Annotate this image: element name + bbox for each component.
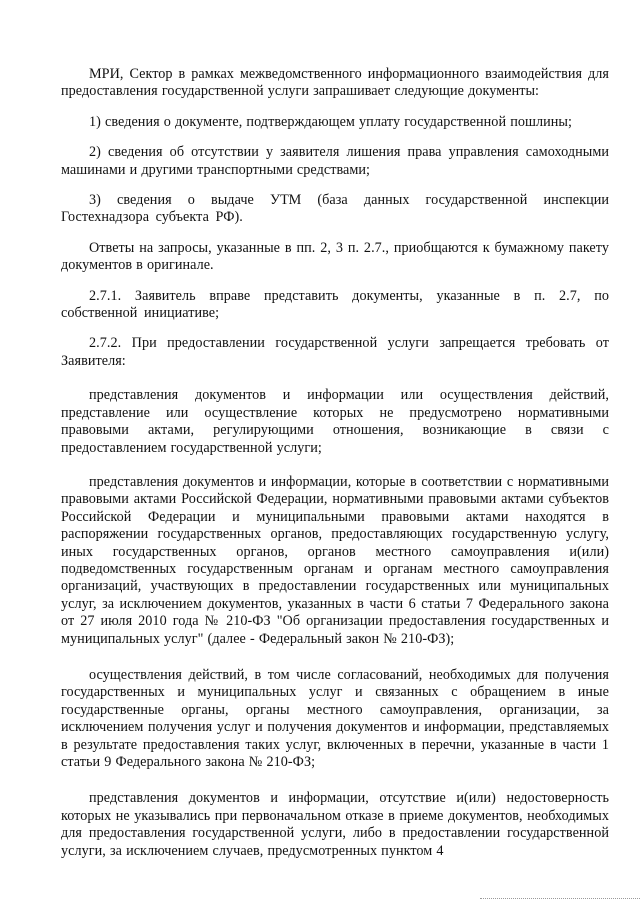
paragraph-prohibition-2: представления документов и информации, которые в соответствии с нормативными правовыми актами Российской Федерации, нормативными правовыми актами субъектов Российской Федерации и муниципальными правовыми актами находятся в распоряжении государственных органов, предоставляющих государственную услугу, иных государственных органов, органов местного самоуправления и(или) подведомственных государственным органам и органам местного самоуправления организаций, участвующих в предоставлении государственных или муниципальных услуг, за исключением документов, указанных в части 6 статьи 7 Федерального закона от 27 июля 2010 года № 210-ФЗ "Об организации предоставления государственных и муниципальных услуг" (далее - Федеральный закон № 210-ФЗ); [61,473,609,647]
document-body [61,66,609,873]
paragraph-2-7-1: 2.7.1. Заявитель вправе представить документы, указанные в п. 2.7, по собственной инициативе; [61,287,609,322]
paragraph-responses: Ответы на запросы, указанные в пп. 2, 3 п. 2.7., приобщаются к бумажному пакету документов в оригинале. [61,239,609,274]
paragraph-prohibition-3: осуществления действий, в том числе согласований, необходимых для получения государственных и муниципальных услуг и связанных с обращением в иные государственные органы, органы местного самоуправления, организации, за исключением получения услуг и получения документов и информации, представляемых в результате предоставления таких услуг, включенных в перечни, указанные в части 1 статьи 9 Федерального закона № 210-ФЗ; [61,666,609,770]
paragraph-2-7-2: 2.7.2. При предоставлении государственной услуги запрещается требовать от Заявителя: [61,335,609,369]
paragraph-prohibition-4: представления документов и информации, отсутствие и(или) недостоверность которых не указывались при первоначальном отказе в приеме документов, необходимых для предоставления государственной услуги, либо в предоставлении государственной услуги, за исключением случаев, предусмотренных пунктом 4 [61,790,609,859]
paragraph-item-2: 2) сведения об отсутствии у заявителя лишения права управления самоходными машинами и другими транспортными средствами; [61,144,609,178]
paragraph-item-1: 1) сведения о документе, подтверждающем уплату государственной пошлины; [89,113,572,130]
paragraph-prohibition-1: представления документов и информации или осуществления действий, представление или осуществление которых не предусмотрено нормативными правовыми актами, регулирующими отношения, возникающие в связи с предоставлением государственной услуги; [61,387,609,456]
paragraph-item-3: 3) сведения о выдаче УТМ (база данных государственной инспекции Гостехнадзора субъекта РФ). [61,192,609,226]
scan-edge-line [480,898,640,900]
paragraph-mri-requests: МРИ, Сектор в рамках межведомственного информационного взаимодействия для предоставления государственной услуги запрашивает следующие документы: [61,66,609,100]
